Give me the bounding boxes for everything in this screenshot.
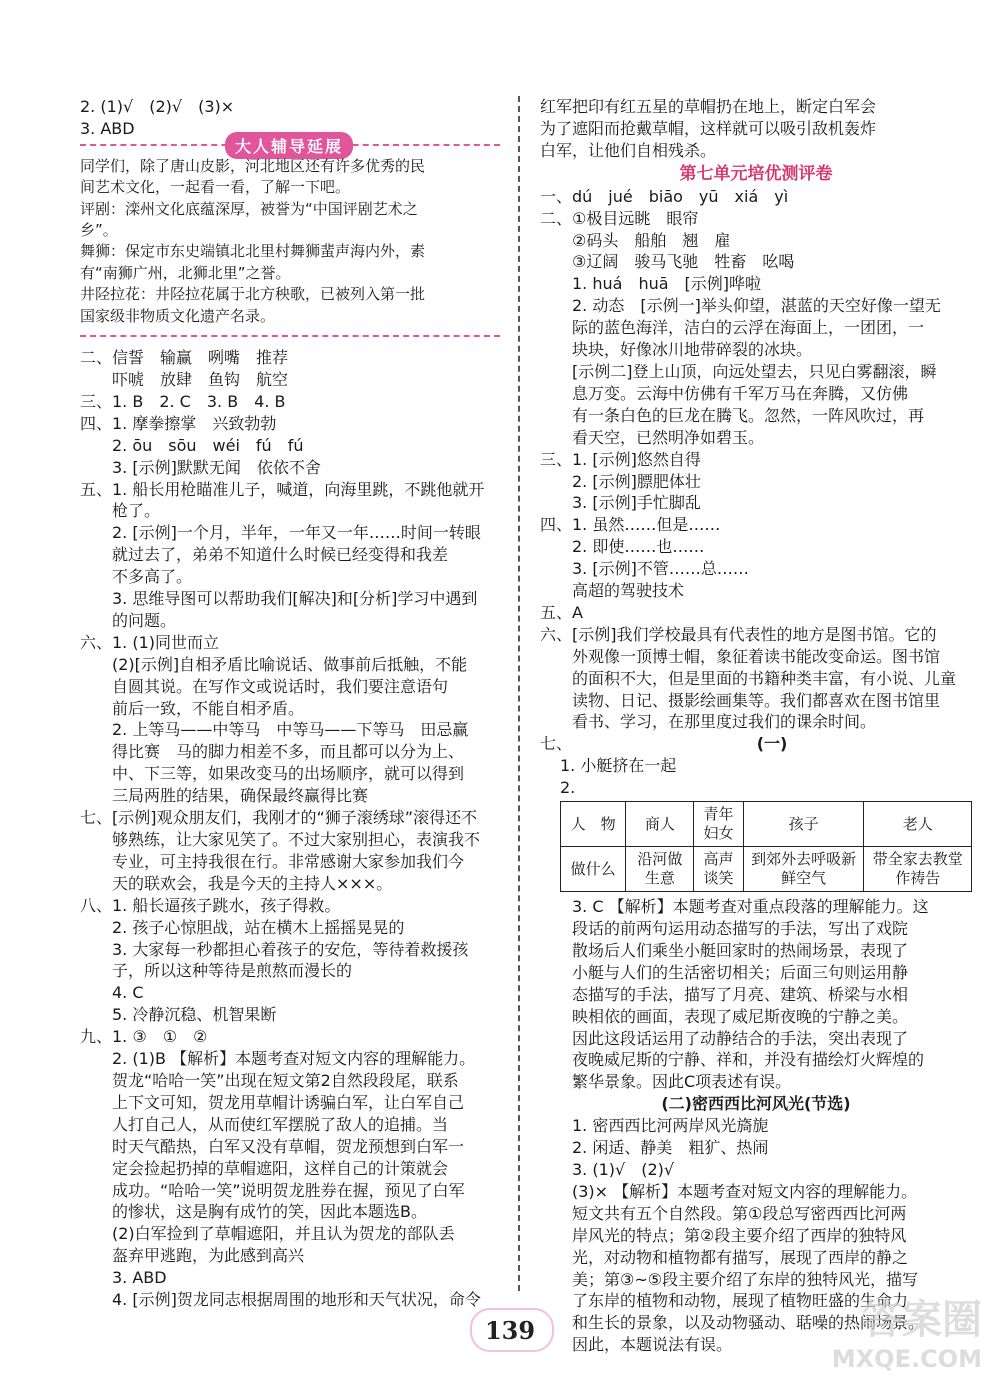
table-cell: 商人 (626, 802, 694, 847)
text-line: 上下文可知，贺龙用草帽计诱骗白军，让白军自己 (80, 1092, 465, 1112)
text-line: 2. 即使……也…… (540, 537, 705, 557)
table-cell: 带全家去教堂作祷告 (864, 847, 972, 892)
text-line: 光，对动物和植物都有描写，展现了西岸的静之 (540, 1247, 909, 1267)
text-line: 三、1. [示例]悠然自得 (540, 449, 701, 469)
column-divider (518, 96, 520, 1291)
text-line: (2)白军捡到了草帽遮阳，并且认为贺龙的部队丢 (80, 1224, 455, 1244)
text-line: 段话的前两句运用动态描写的手法，写出了戏院 (540, 919, 909, 938)
section7-sub1: (一) (756, 734, 788, 754)
text-line: 成功。“哈哈一笑”说明贺龙胜券在握，预见了白军 (80, 1180, 465, 1200)
text-line: 六、[示例]我们学校最具有代表性的地方是图书馆。它的 (540, 624, 937, 644)
text-line: 3. (1)√ (2)√ (540, 1159, 675, 1179)
section7-header: 七、 (540, 734, 573, 754)
text-line: 2. (1)B 【解析】本题考查对短文内容的理解能力。 (80, 1049, 476, 1069)
text-line: 枪了。 (80, 501, 161, 521)
text-line: 二、①极目远眺 眼帘 (540, 208, 699, 228)
table-cell: 沿河做生意 (626, 847, 694, 892)
table-cell: 到郊外去呼吸新鲜空气 (743, 847, 864, 892)
text-line: 繁华景象。因此C项表述有误。 (540, 1072, 792, 1092)
text-line: 小艇与人们的生活密切相关；后面三句则运用静 (540, 962, 909, 982)
text-line: 有一条白色的巨龙在腾飞。忽然，一阵风吹过，再 (540, 405, 925, 425)
text-line: 吓唬 放肆 鱼钩 航空 (80, 369, 289, 389)
section7-header-line (540, 733, 972, 755)
text-line: ②码头 船舶 翘 雇 (540, 230, 731, 250)
text-line: 二、信誓 输赢 咧嘴 推荐 (80, 348, 289, 368)
text-line: 2. 闲适、静美 粗犷、热闹 (540, 1138, 769, 1158)
text-line: 乡”。 (80, 221, 118, 240)
text-line: 人打自己人，从而使红军摆脱了敌人的追捕。当 (80, 1114, 449, 1134)
text-line: 2. 动态 [示例一]举头仰望，湛蓝的天空好像一望无 (540, 296, 941, 316)
text-line: ③辽阔 骏马飞驰 牲畜 吆喝 (540, 252, 795, 272)
text-line: 的面积不大，但是里面的书籍种类丰富，有小说、儿童 (540, 668, 957, 688)
right-answers (540, 186, 972, 734)
text-line: 外观像一顶博士帽，象征着读书能改变命运。图书馆 (540, 646, 941, 666)
text-line: 美；第③~⑤段主要介绍了东岸的独特风光，描写 (540, 1269, 919, 1289)
text-line: 息万变。云海中仿佛有千军万马在奔腾，又仿佛 (540, 383, 909, 403)
section7-q1: 1. 小艇挤在一起 (560, 756, 677, 776)
right-top-answers (540, 96, 972, 162)
text-line: 读物、日记、摄影绘画集等。我们都喜欢在图书馆里 (540, 690, 941, 710)
text-line: 4. [示例]贺龙同志根据周围的地形和天气状况，命令 (80, 1290, 481, 1310)
text-line: 子，所以这种等待是煎熬而漫长的 (80, 961, 353, 981)
text-line: 红军把印有红五星的草帽扔在地上，断定白军会 (540, 97, 877, 116)
text-line: 评剧：滦州文化底蕴深厚，被誉为“中国评剧艺术之 (80, 199, 418, 218)
text-line: 高超的驾驶技术 (540, 581, 685, 601)
text-line: 五、1. 船长用枪瞄准儿子，喊道，向海里跳，不跳他就开 (80, 479, 485, 499)
text-line: 不多高了。 (80, 567, 193, 587)
text-line: 的惨状，这是胸有成竹的笑，因此本题选B。 (80, 1202, 427, 1222)
text-line: 有“南狮广州，北狮北里”之誉。 (80, 263, 291, 282)
tip-box (80, 136, 500, 337)
text-line: 够熟练，让大家见笑了。不过大家别担心，表演我不 (80, 830, 481, 849)
section7-q2: 2. (560, 778, 576, 798)
text-line: 块块，好像冰川地带碎裂的冰块。 (540, 340, 813, 360)
text-line: 时天气酷热，白军又没有草帽，贺龙预想到白军一 (80, 1136, 465, 1156)
text-line: (2)[示例]自相矛盾比喻说话、做事前后抵触，不能 (80, 654, 468, 674)
watermark-line1: 答案圈 (862, 1297, 982, 1343)
text-line: 夜晚威尼斯的宁静、祥和，并没有描绘灯火辉煌的 (540, 1050, 925, 1070)
text-line: 1. 密西西比河两岸风光旖旎 (540, 1116, 769, 1136)
text-line: 短文共有五个自然段。第①段总写密西西比河两 (540, 1203, 907, 1223)
tip-box-lines (80, 156, 500, 327)
text-line: 3. ABD (80, 1268, 167, 1288)
text-line: 映相依的画面，表现了威尼斯夜晚的宁静之美。 (540, 1006, 909, 1026)
text-line: 3. 大家每一秒都担心着孩子的安危，等待着救援孩 (80, 939, 469, 959)
text-line: 白军，让他们自相残杀。 (540, 140, 717, 160)
right-column (540, 96, 972, 1356)
text-line: 岸风光的特点；第②段主要介绍了西岸的独特风 (540, 1225, 907, 1245)
text-line: 2. 孩子心惊胆战，站在横木上摇摇晃晃的 (80, 917, 405, 937)
text-line: 2. (1)√ (2)√ (3)× (80, 97, 235, 116)
text-line: 七、[示例]观众朋友们，我刚才的“狮子滚绣球”滚得还不 (80, 808, 478, 828)
text-line: 4. C (80, 983, 144, 1003)
text-line: (3)× 【解析】本题考查对短文内容的理解能力。 (540, 1181, 918, 1201)
text-line: 九、1. ③ ① ② (80, 1027, 208, 1047)
text-line: 舞狮：保定市东史端镇北北里村舞狮蜚声海内外，素 (80, 242, 426, 261)
text-line: 2. [示例]膘肥体壮 (540, 471, 701, 491)
text-line: 2. 上等马——中等马 中等马——下等马 田忌赢 (80, 720, 469, 740)
text-line: 因此，本题说法有误。 (540, 1335, 733, 1355)
text-line: 得比赛 马的脚力相差不多，而且都可以分为上、 (80, 742, 465, 762)
section7-sub2: (二)密西西比河风光(节选) (661, 1094, 851, 1114)
table-cell: 高声谈笑 (694, 847, 743, 892)
watermark (802, 1288, 982, 1373)
text-line: 2. [示例]一个月，半年，一年又一年……时间一转眼 (80, 523, 481, 543)
text-line: 六、1. (1)同世而立 (80, 632, 220, 652)
table-row (561, 847, 972, 892)
text-line: 贺龙“哈哈一笑”出现在短文第2自然段段尾，联系 (80, 1070, 459, 1090)
text-line: 和生长的景象，以及动物骚动、聒噪的热闹场景。 (540, 1313, 925, 1333)
text-line: 四、1. 虽然……但是…… (540, 515, 721, 535)
table-cell: 做什么 (561, 847, 626, 892)
text-line: 5. 冷静沉稳、机智果断 (80, 1005, 277, 1025)
table-header-row (561, 802, 972, 847)
text-line: 中、下三等，如果改变马的出场顺序，就可以得到 (80, 764, 465, 784)
text-line: 前后一致，不能自相矛盾。 (80, 698, 305, 718)
text-line: 自圆其说。在写作文或说话时，我们要注意语句 (80, 676, 449, 696)
table-cell: 人 物 (561, 802, 626, 847)
left-answers (80, 347, 500, 1311)
tip-box-title: 大人辅导延展 (225, 132, 353, 159)
answer-table (560, 801, 972, 892)
text-line: 定会捡起扔掉的草帽遮阳，这样自己的计策就会 (80, 1158, 449, 1178)
text-line: 了东岸的植物和动物，展现了植物旺盛的生命力 (540, 1291, 909, 1311)
text-line: 3. [示例]手忙脚乱 (540, 493, 701, 513)
right-after-table (540, 896, 972, 1093)
text-line: 3. 思维导图可以帮助我们[解决]和[分析]学习中遇到 (80, 589, 478, 609)
left-column (80, 96, 500, 1311)
text-line: 同学们，除了唐山皮影，河北地区还有许多优秀的民 (80, 156, 426, 175)
table-cell: 孩子 (743, 802, 864, 847)
text-line: 3. [示例]不管……总…… (540, 559, 749, 579)
text-line: 2. ōu sōu wéi fú fú (80, 435, 304, 455)
text-line: 井陉拉花：井陉拉花属于北方秧歌，已被列入第一批 (80, 285, 426, 304)
text-line: 际的蓝色海洋，洁白的云浮在海面上，一团团，一 (540, 318, 925, 338)
text-line: 态描写的手法，描写了月亮、建筑、桥梁与水相 (540, 984, 909, 1004)
unit-title: 第七单元培优测评卷 (679, 163, 833, 184)
text-line: 八、1. 船长逼孩子跳水，孩子得救。 (80, 895, 341, 915)
text-line: 3. [示例]默默无闻 依依不舍 (80, 457, 321, 477)
text-line: 看天空，已然明净如碧玉。 (540, 427, 765, 447)
text-line: 因此这段话运用了动静结合的手法，突出表现了 (540, 1028, 909, 1048)
text-line: 三局两胜的结果，确保最终赢得比赛 (80, 786, 369, 806)
page-number: 139 (484, 1316, 536, 1345)
text-line: 一、dú jué biāo yū xiá yì (540, 186, 789, 206)
text-line: 3. C 【解析】本题考查对重点段落的理解能力。这 (540, 897, 929, 917)
text-line: 1. huá huā [示例]哗啦 (540, 274, 762, 294)
text-line: 散场后人们乘坐小艇回家时的热闹场景，表现了 (540, 940, 909, 960)
text-line: 看书、学习，在那里度过我们的课余时间。 (540, 712, 877, 732)
text-line: [示例二]登上山顶，向远处望去，只见白雾翻滚，瞬 (540, 361, 937, 381)
table-cell: 老人 (864, 802, 972, 847)
text-line: 五、A (540, 602, 583, 622)
text-line: 就过去了，弟弟不知道什么时候已经变得和我差 (80, 545, 449, 565)
text-line: 盔弃甲逃跑，为此感到高兴 (80, 1246, 305, 1266)
text-line: 的问题。 (80, 610, 177, 630)
text-line: 国家级非物质文化遗产名录。 (80, 306, 276, 325)
text-line: 天的联欢会，我是今天的主持人×××。 (80, 873, 393, 893)
text-line: 三、1. B 2. C 3. B 4. B (80, 391, 286, 411)
text-line: 间艺术文化，一起看一看，了解一下吧。 (80, 178, 351, 197)
text-line: 为了遮阳而抢戴草帽，这样就可以吸引敌机轰炸 (540, 118, 877, 138)
text-line: 专业，可主持我很在行。非常感谢大家参加我们今 (80, 851, 465, 871)
watermark-line2: MXQE.COM (831, 1345, 982, 1373)
text-line: 四、1. 摩拳擦掌 兴致勃勃 (80, 413, 277, 433)
text-line: 3. ABD (80, 118, 135, 138)
table-cell: 青年妇女 (694, 802, 743, 847)
